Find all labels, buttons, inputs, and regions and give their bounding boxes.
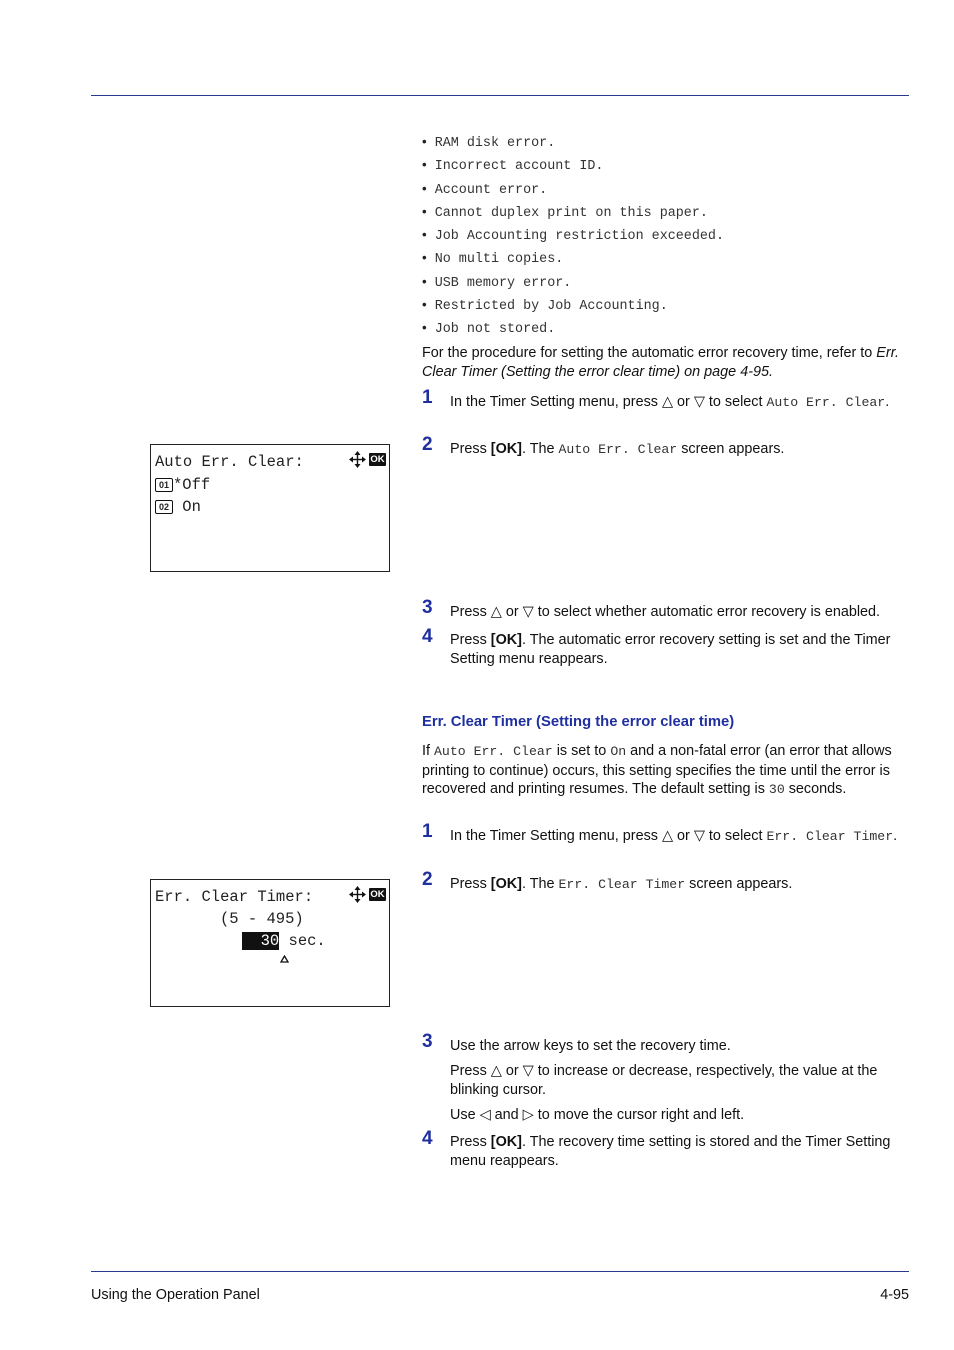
header-rule bbox=[91, 95, 909, 96]
cursor-up-icon bbox=[280, 955, 289, 963]
ok-icon: OK bbox=[370, 889, 385, 900]
step-number: 3 bbox=[422, 1031, 433, 1052]
step-3-detail: Use ◁ and ▷ to move the cursor right and left. bbox=[450, 1107, 745, 1123]
section-paragraph: If Auto Err. Clear is set to On and a non-fatal error (an error that allows printing to continue) occurs, this setting specifies the time until the error is recovered and printing resumes. The default setting is 30 seconds. bbox=[422, 743, 892, 797]
option-off: 01 *Off bbox=[155, 476, 210, 494]
step-number: 3 bbox=[422, 597, 433, 618]
timer-value-row: 30 sec. bbox=[242, 932, 326, 950]
range-label: (5 - 495) bbox=[220, 910, 304, 928]
step-number: 2 bbox=[422, 434, 433, 455]
error-bullet-list bbox=[422, 133, 724, 343]
step-number: 1 bbox=[422, 387, 433, 408]
cross-reference[interactable]: Err. Clear Timer (Setting the error clear time) on page 4-95 bbox=[422, 345, 899, 380]
panel-title: Err. Clear Timer: bbox=[155, 888, 314, 906]
list-item: • RAM disk error. bbox=[422, 134, 556, 151]
list-item: • Cannot duplex print on this paper. bbox=[422, 203, 708, 221]
section-heading: Err. Clear Timer (Setting the error clear time) bbox=[422, 714, 735, 730]
list-item: • Account error. bbox=[422, 180, 548, 198]
key-02-icon: 02 bbox=[155, 500, 173, 514]
intro-paragraph: For the procedure for setting the automatic error recovery time, refer to Err. Clear Timer (Setting the error clear time) on page 4-95. bbox=[422, 345, 899, 380]
footer-title: Using the Operation Panel bbox=[91, 1287, 260, 1303]
step-3-detail: Press △ or ▽ to increase or decrease, respectively, the value at the blinking cursor. bbox=[450, 1063, 878, 1098]
list-item: • No multi copies. bbox=[422, 250, 564, 268]
panel-title: Auto Err. Clear: bbox=[155, 453, 304, 471]
list-item: • Job not stored. bbox=[422, 320, 556, 338]
list-item: • Job Accounting restriction exceeded. bbox=[422, 227, 724, 245]
panel-auto-err-clear bbox=[150, 444, 390, 572]
list-item: • USB memory error. bbox=[422, 273, 572, 291]
step-number: 4 bbox=[422, 1128, 433, 1149]
list-item: • Incorrect account ID. bbox=[422, 157, 604, 175]
timer-value: 30 bbox=[242, 932, 280, 950]
ok-icon: OK bbox=[370, 454, 385, 465]
option-on: 02 On bbox=[155, 498, 201, 516]
panel-err-clear-timer bbox=[150, 879, 390, 1007]
four-way-arrow-icon bbox=[348, 450, 367, 469]
four-way-arrow-icon bbox=[348, 885, 367, 904]
step-number: 1 bbox=[422, 821, 433, 842]
page-number: 4-95 bbox=[880, 1287, 909, 1303]
step-number: 2 bbox=[422, 869, 433, 890]
key-01-icon: 01 bbox=[155, 478, 173, 492]
step-number: 4 bbox=[422, 626, 433, 647]
footer-rule bbox=[91, 1271, 909, 1272]
list-item: • Restricted by Job Accounting. bbox=[422, 297, 668, 315]
